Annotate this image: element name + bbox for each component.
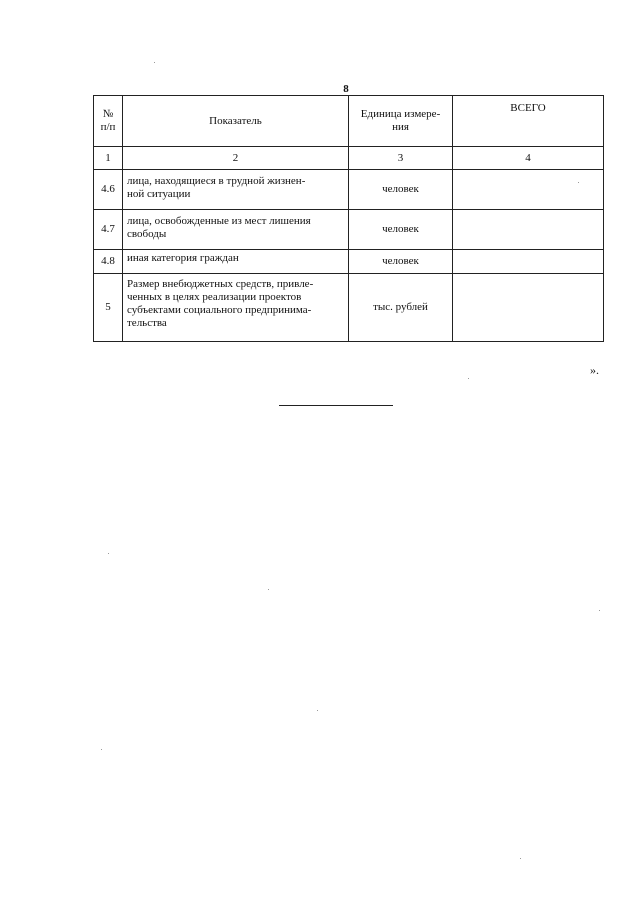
separator-line [279,405,393,406]
row-indicator: лица, освобожденные из мест лишения свободы [123,210,349,250]
row-indicator: лица, находящиеся в трудной жизнен- ной ситуации [123,170,349,210]
row-unit: человек [349,170,453,210]
scan-speck [578,182,579,183]
scan-speck [154,62,155,63]
scan-speck [108,553,109,554]
page-number: 8 [343,83,349,95]
row-indicator: Размер внебюджетных средств, привле- ченных в целях реализации проектов субъектами социального предпринима- тельства [123,274,349,342]
table-header-row [94,96,604,147]
scan-speck [101,749,102,750]
row-number: 4.7 [94,210,123,250]
row-number: 5 [94,274,123,342]
column-index-cell: 3 [349,147,453,170]
row-total [453,170,604,210]
table-row [94,170,604,210]
column-index-cell: 1 [94,147,123,170]
scan-speck [520,858,521,859]
table-row [94,274,604,342]
row-total [453,250,604,274]
column-index-row [94,147,604,170]
row-unit: человек [349,250,453,274]
row-unit: тыс. рублей [349,274,453,342]
header-total: ВСЕГО [453,96,604,147]
column-index-cell: 4 [453,147,604,170]
column-index-cell: 2 [123,147,349,170]
header-indicator: Показатель [123,96,349,147]
row-number: 4.6 [94,170,123,210]
scan-speck [599,610,600,611]
header-number: № п/п [94,96,123,147]
header-unit: Единица измере- ния [349,96,453,147]
scan-speck [317,710,318,711]
row-total [453,274,604,342]
scan-speck [468,378,469,379]
row-unit: человек [349,210,453,250]
table-row [94,210,604,250]
table-row [94,250,604,274]
row-indicator: иная категория граждан [123,250,349,274]
indicator-table [93,95,604,342]
row-number: 4.8 [94,250,123,274]
row-total [453,210,604,250]
closing-quote: ». [590,363,599,377]
scan-speck [268,589,269,590]
